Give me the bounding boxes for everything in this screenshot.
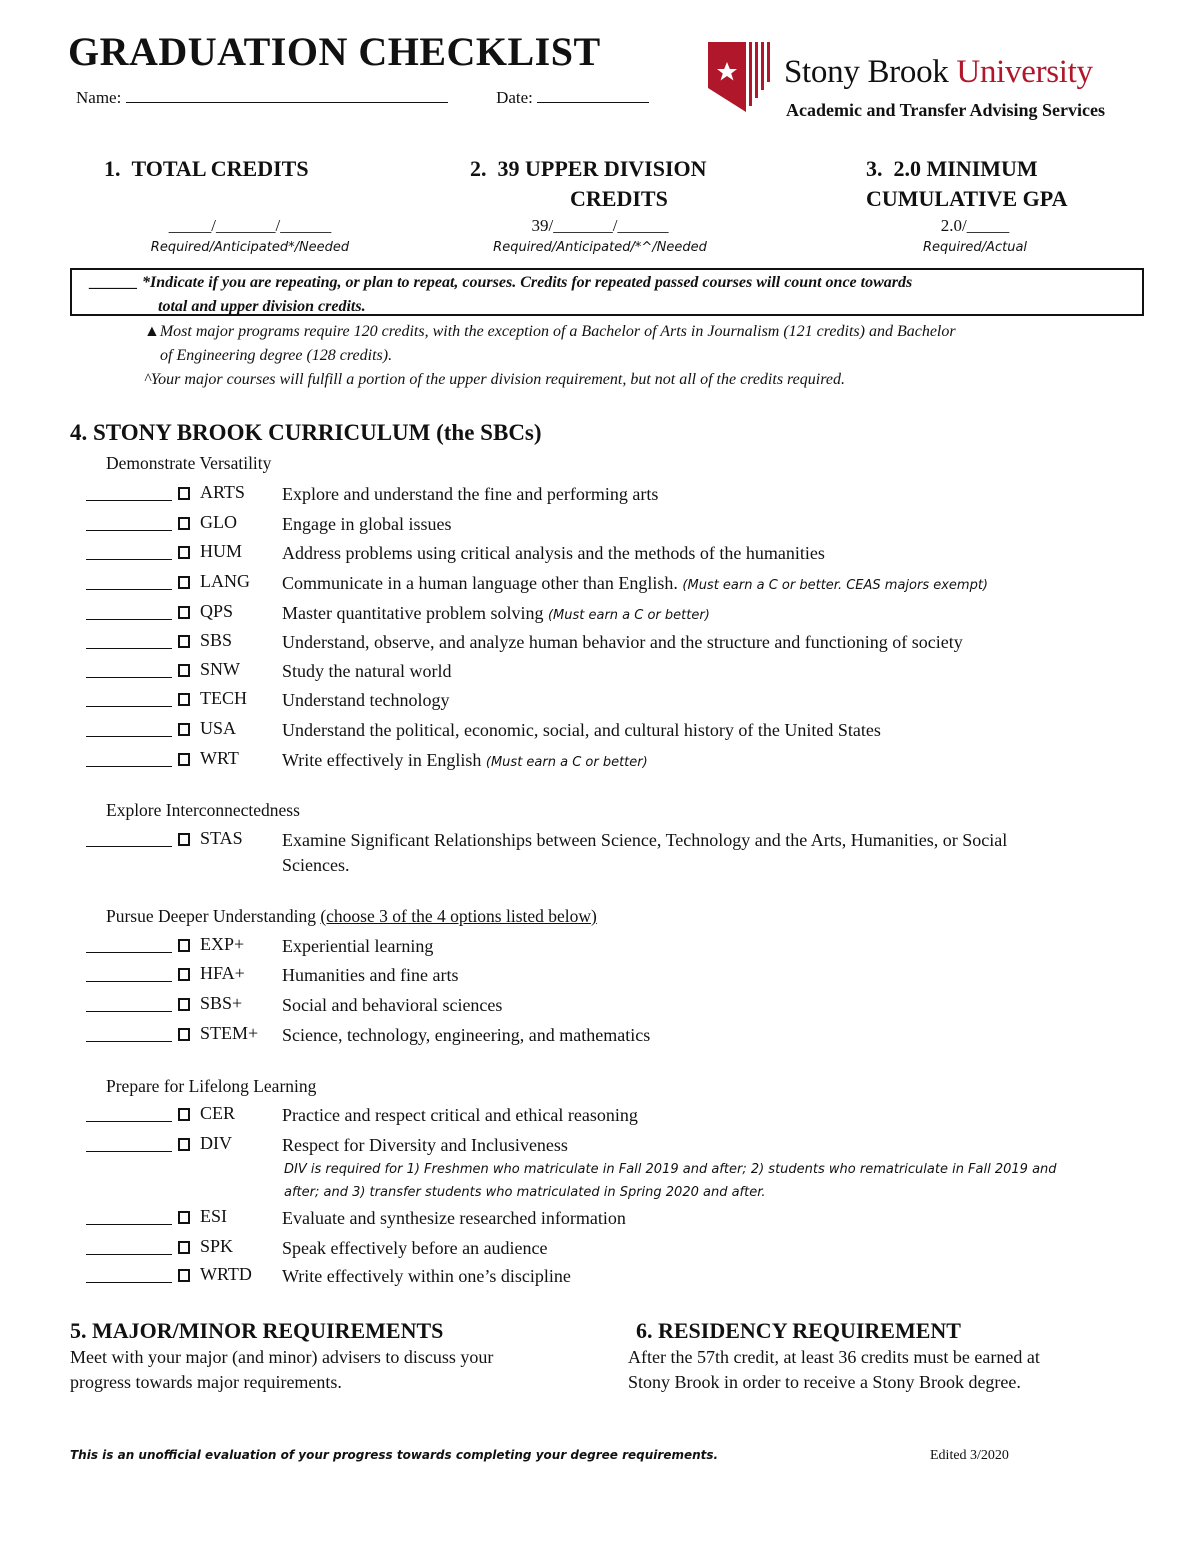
name-date-row xyxy=(76,86,649,108)
checkbox[interactable] xyxy=(178,576,190,589)
sbc-row-stas xyxy=(86,830,1156,880)
sbc-code: HFA+ xyxy=(200,963,245,983)
sbc-row-hum xyxy=(86,543,1156,567)
credit-blank[interactable] xyxy=(86,1041,172,1042)
major-minor-line2: progress towards major requirements. xyxy=(70,1372,342,1392)
sbc-code: STEM+ xyxy=(200,1023,259,1043)
sbc-row-exp xyxy=(86,936,1156,960)
sbc-code: QPS xyxy=(200,601,234,621)
credit-blank[interactable] xyxy=(86,1151,172,1152)
sbc-code: TECH xyxy=(200,688,247,708)
sbc-row-lang xyxy=(86,573,1156,597)
sbc-description: Experiential learning xyxy=(282,936,434,956)
sbc-description: Communicate in a human language other than English. (Must earn a C or better. CEAS majors exempt) xyxy=(282,573,989,593)
checkbox[interactable] xyxy=(178,1108,190,1121)
sbc-description: Master quantitative problem solving (Must earn a C or better) xyxy=(282,603,710,623)
credit-blank[interactable] xyxy=(86,981,172,982)
sbc-row-arts xyxy=(86,484,1156,508)
checkbox[interactable] xyxy=(178,833,190,846)
sbc-code: ARTS xyxy=(200,482,245,502)
upper-division-caption: Required/Anticipated/*^/Needed xyxy=(493,240,707,255)
credit-blank[interactable] xyxy=(86,500,172,501)
credit-blank[interactable] xyxy=(86,1254,172,1255)
sbc-code: HUM xyxy=(200,541,243,561)
sbc-row-sbs xyxy=(86,632,1156,656)
sbc-row-spk xyxy=(86,1238,1156,1262)
name-label: Name: xyxy=(76,88,122,107)
sbc-code: LANG xyxy=(200,571,250,591)
sbc-description: Address problems using critical analysis and the methods of the humanities xyxy=(282,543,825,563)
credit-blank[interactable] xyxy=(86,530,172,531)
requirement-gpa: 3. 2.0 MINIMUM CUMULATIVE GPA xyxy=(866,156,1068,211)
sbc-code: SBS xyxy=(200,630,233,650)
university-name: Stony Brook University xyxy=(784,54,1093,90)
sbu-shield-icon xyxy=(706,38,774,116)
checkbox[interactable] xyxy=(178,693,190,706)
credit-blank[interactable] xyxy=(86,559,172,560)
footer-edited: Edited 3/2020 xyxy=(930,1448,1009,1463)
upper-division-blank[interactable]: 39/_______/______ xyxy=(531,216,669,235)
sbc-row-div xyxy=(86,1135,1156,1159)
credit-blank[interactable] xyxy=(86,1121,172,1122)
name-field[interactable] xyxy=(126,86,448,103)
upper-division-note: ^Your major courses will fulfill a portion of the upper division requirement, but not all of the credits required. xyxy=(144,371,845,388)
office-name: Academic and Transfer Advising Services xyxy=(786,100,1105,120)
total-credits-blank[interactable]: _____/_______/______ xyxy=(168,216,332,235)
credit-blank[interactable] xyxy=(86,846,172,847)
repeat-note: ______ *Indicate if you are repeating, or plan to repeat, courses. Credits for repeated passed courses will count once towards xyxy=(90,274,913,291)
sbc-code: SNW xyxy=(200,659,240,679)
sbc-row-qps xyxy=(86,603,1156,627)
sbc-description: Science, technology, engineering, and mathematics xyxy=(282,1025,651,1045)
credit-blank[interactable] xyxy=(86,589,172,590)
checkbox[interactable] xyxy=(178,723,190,736)
sbc-code: WRTD xyxy=(200,1264,252,1284)
checkbox[interactable] xyxy=(178,606,190,619)
residency-line2: Stony Brook in order to receive a Stony Brook degree. xyxy=(628,1372,1021,1392)
checkbox[interactable] xyxy=(178,968,190,981)
credits-note-line2: of Engineering degree (128 credits). xyxy=(160,347,393,364)
credit-blank[interactable] xyxy=(86,677,172,678)
checkbox[interactable] xyxy=(178,1138,190,1151)
sbc-description: Engage in global issues xyxy=(282,514,452,534)
credits-note-line1: ▲Most major programs require 120 credits, with the exception of a Bachelor of Arts in Journalism (121 credits) and Bachelor xyxy=(144,323,956,340)
group-label-versatility: Demonstrate Versatility xyxy=(106,453,272,473)
checkbox[interactable] xyxy=(178,664,190,677)
div-note-line1: DIV is required for 1) Freshmen who matriculate in Fall 2019 and after; 2) students who rematriculate in Fall 2019 and xyxy=(284,1162,1057,1177)
credit-blank[interactable] xyxy=(86,1224,172,1225)
sbc-row-hfa xyxy=(86,965,1156,989)
total-credits-caption: Required/Anticipated*/Needed xyxy=(150,240,350,255)
credit-blank[interactable] xyxy=(86,736,172,737)
sbc-code: STAS xyxy=(200,828,243,848)
repeat-note-line2: total and upper division credits. xyxy=(158,298,366,315)
sbc-description: Study the natural world xyxy=(282,661,452,681)
date-label: Date: xyxy=(496,88,533,107)
checkbox[interactable] xyxy=(178,1241,190,1254)
credit-blank[interactable] xyxy=(86,706,172,707)
checkbox[interactable] xyxy=(178,517,190,530)
sbc-code: ESI xyxy=(200,1206,227,1226)
requirement-heading: 1. TOTAL CREDITS xyxy=(104,156,309,181)
sbc-description: Write effectively within one’s discipline xyxy=(282,1266,571,1286)
credit-blank[interactable] xyxy=(86,619,172,620)
gpa-caption: Required/Actual xyxy=(922,240,1028,255)
sbc-code: WRT xyxy=(200,748,239,768)
sbc-description: Humanities and fine arts xyxy=(282,965,459,985)
page-title: GRADUATION CHECKLIST xyxy=(68,29,601,74)
checkbox[interactable] xyxy=(178,753,190,766)
requirement-total-credits xyxy=(104,154,384,184)
sbc-code: GLO xyxy=(200,512,237,532)
checkbox[interactable] xyxy=(178,635,190,648)
sbc-row-tech xyxy=(86,690,1156,714)
sbc-heading: 4. STONY BROOK CURRICULUM (the SBCs) xyxy=(70,420,542,445)
credit-blank[interactable] xyxy=(86,1011,172,1012)
residency-line1: After the 57th credit, at least 36 credits must be earned at xyxy=(628,1347,1040,1367)
checkbox[interactable] xyxy=(178,1211,190,1224)
sbc-row-usa xyxy=(86,720,1156,744)
repeat-blank[interactable]: ______ xyxy=(90,274,138,291)
credit-blank[interactable] xyxy=(86,952,172,953)
checkbox[interactable] xyxy=(178,998,190,1011)
sbc-description: Explore and understand the fine and performing arts xyxy=(282,484,659,504)
requirement-upper-division: 2. 39 UPPER DIVISION CREDITS xyxy=(470,156,707,211)
sbc-description: Speak effectively before an audience xyxy=(282,1238,548,1258)
university-logo xyxy=(706,38,1156,128)
sbc-code: EXP+ xyxy=(200,934,245,954)
div-note-line2: after; and 3) transfer students who matriculated in Spring 2020 and after. xyxy=(284,1185,766,1200)
sbc-description: Understand, observe, and analyze human behavior and the structure and functioning of society xyxy=(282,632,963,652)
sbc-description: Social and behavioral sciences xyxy=(282,995,503,1015)
credit-blank[interactable] xyxy=(86,1282,172,1283)
sbc-row-stem xyxy=(86,1025,1156,1049)
checkbox[interactable] xyxy=(178,487,190,500)
sbc-row-snw xyxy=(86,661,1156,685)
sbc-code: CER xyxy=(200,1103,236,1123)
sbc-description: Respect for Diversity and Inclusiveness xyxy=(282,1135,568,1155)
group-label-lifelong-learning: Prepare for Lifelong Learning xyxy=(106,1076,317,1096)
sbc-code: SPK xyxy=(200,1236,234,1256)
credit-blank[interactable] xyxy=(86,766,172,767)
sbc-description: Practice and respect critical and ethical reasoning xyxy=(282,1105,638,1125)
sbc-code: SBS+ xyxy=(200,993,243,1013)
major-minor-heading: 5. MAJOR/MINOR REQUIREMENTS xyxy=(70,1318,444,1343)
sbc-description: Understand the political, economic, social, and cultural history of the United States xyxy=(282,720,881,740)
date-field[interactable] xyxy=(537,86,649,103)
credit-blank[interactable] xyxy=(86,648,172,649)
sbc-row-cer xyxy=(86,1105,1156,1129)
sbc-row-wrt xyxy=(86,750,1156,774)
footer-disclaimer: This is an unofficial evaluation of your progress towards completing your degree requirements. xyxy=(70,1448,719,1462)
group-label-deeper-understanding: Pursue Deeper Understanding (choose 3 of the 4 options listed below) xyxy=(106,906,597,926)
sbc-description: Evaluate and synthesize researched information xyxy=(282,1208,626,1228)
sbc-code: USA xyxy=(200,718,237,738)
checkbox[interactable] xyxy=(178,1269,190,1282)
group-label-interconnectedness: Explore Interconnectedness xyxy=(106,800,300,820)
checkbox[interactable] xyxy=(178,939,190,952)
checkbox[interactable] xyxy=(178,1028,190,1041)
sbc-row-glo xyxy=(86,514,1156,538)
major-minor-line1: Meet with your major (and minor) advisers to discuss your xyxy=(70,1347,494,1367)
gpa-blank[interactable]: 2.0/_____ xyxy=(940,216,1010,235)
checkbox[interactable] xyxy=(178,546,190,559)
sbc-row-sbs-plus xyxy=(86,995,1156,1019)
sbc-row-esi xyxy=(86,1208,1156,1232)
sbc-description: Understand technology xyxy=(282,690,450,710)
sbc-row-wrtd xyxy=(86,1266,1156,1290)
sbc-description: Examine Significant Relationships between Science, Technology and the Arts, Humanities, or Social Sciences. xyxy=(282,830,1008,875)
sbc-description: Write effectively in English (Must earn a C or better) xyxy=(282,750,648,770)
sbc-code: DIV xyxy=(200,1133,232,1153)
residency-heading: 6. RESIDENCY REQUIREMENT xyxy=(636,1318,961,1343)
